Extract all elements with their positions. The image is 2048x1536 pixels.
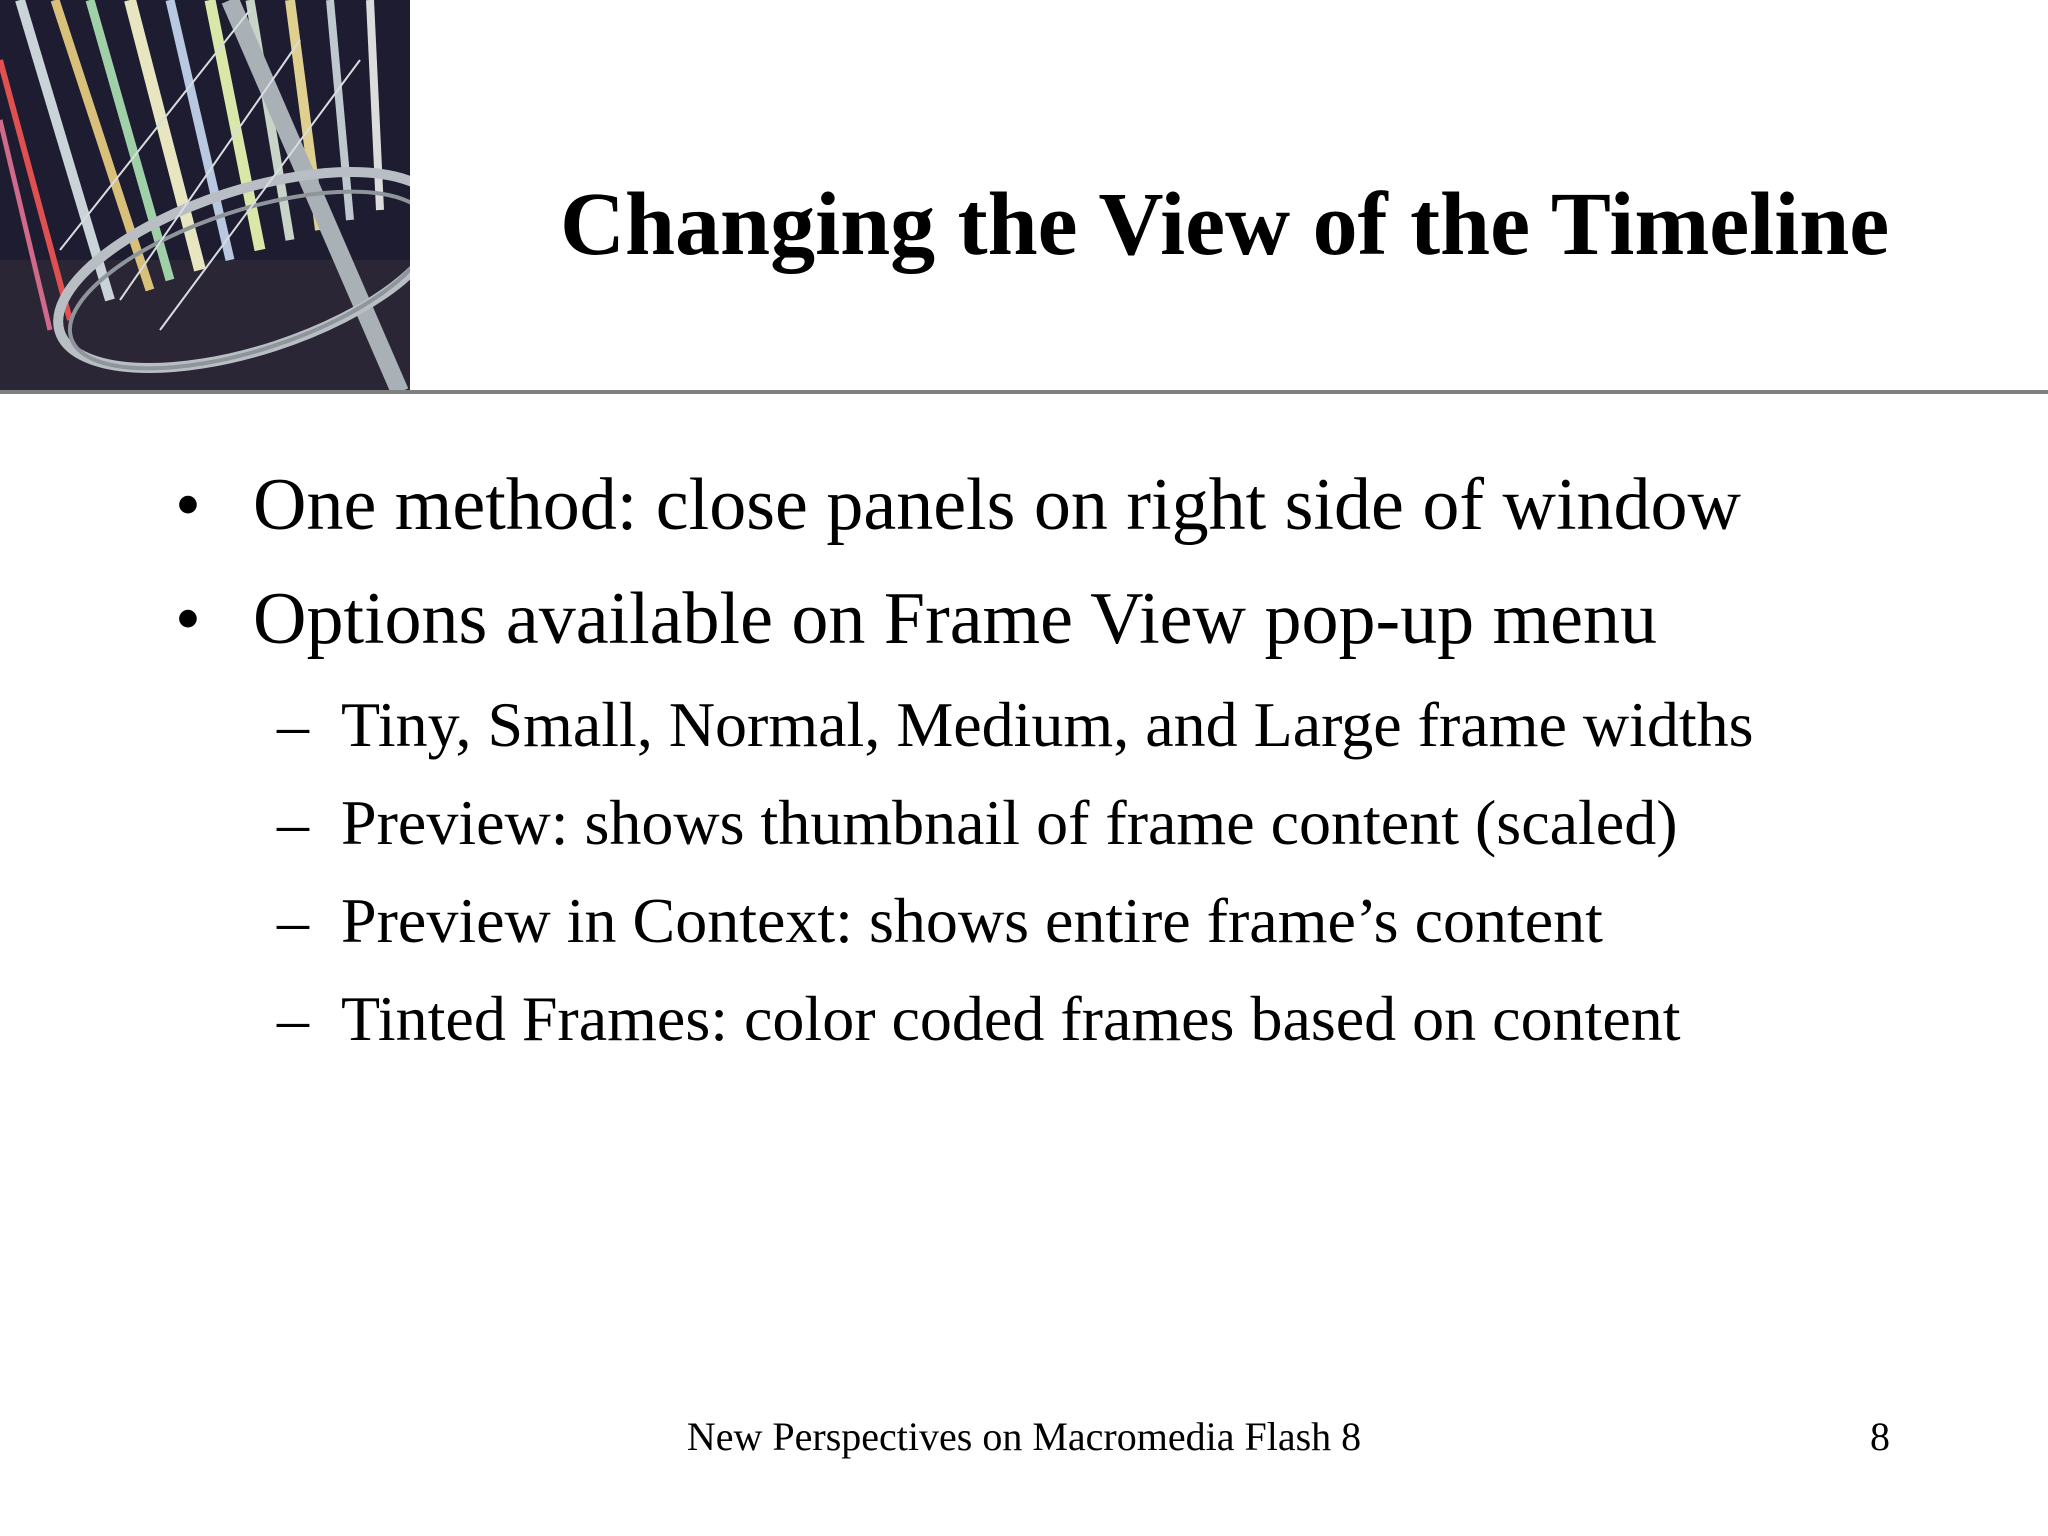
sculpture-photo-icon xyxy=(0,0,410,392)
slide-title: Changing the View of the Timeline xyxy=(560,175,1890,274)
sub-bullet-item xyxy=(277,685,1754,765)
sub-bullet-marker: – xyxy=(277,787,309,858)
sub-bullet-item xyxy=(277,881,1603,961)
bullet-text: One method: close panels on right side of window xyxy=(253,464,1741,546)
sub-bullet-marker: – xyxy=(277,983,309,1054)
sub-bullet-text: Tinted Frames: color coded frames based on content xyxy=(341,983,1681,1054)
sub-bullet-marker: – xyxy=(277,885,309,956)
sub-bullet-text: Preview in Context: shows entire frame’s content xyxy=(341,885,1603,956)
header-divider xyxy=(0,390,2048,394)
bullet-text: Options available on Frame View pop-up menu xyxy=(253,578,1658,660)
header-photo xyxy=(0,0,410,392)
page-number: 8 xyxy=(1870,1414,1890,1459)
sub-bullet-text: Tiny, Small, Normal, Medium, and Large frame widths xyxy=(341,689,1754,760)
bullet-marker: • xyxy=(175,578,201,660)
sub-bullet-item xyxy=(277,979,1681,1059)
sub-bullet-marker: – xyxy=(277,689,309,760)
bullet-item xyxy=(175,574,1657,664)
footer-text: New Perspectives on Macromedia Flash 8 xyxy=(686,1414,1362,1459)
bullet-marker: • xyxy=(175,464,201,546)
sub-bullet-item xyxy=(277,783,1678,863)
sub-bullet-text: Preview: shows thumbnail of frame content (scaled) xyxy=(341,787,1678,858)
bullet-item xyxy=(175,460,1741,550)
